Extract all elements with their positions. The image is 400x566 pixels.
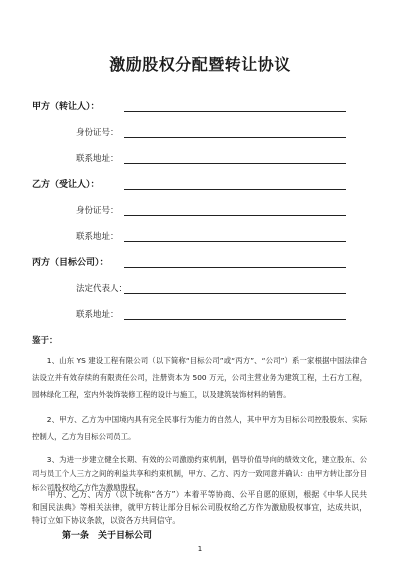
party-b-address-fill-line (124, 241, 346, 242)
document-title: 激励股权分配暨转让协议 (109, 55, 291, 74)
whereas-clause-2: 2、甲方、乙方为中国境内具有完全民事行为能力的自然人，其中甲方为目标公司控股股东、实际控制人，乙方为目标公司员工。 (32, 415, 367, 441)
party-b-label: 乙方（受让人）： (32, 180, 100, 190)
party-c-rep-fill-line (124, 293, 346, 294)
party-c-label: 丙方（目标公司）： (32, 258, 109, 268)
party-a-id-row (0, 126, 400, 140)
party-c-rep-label: 法定代表人： (76, 284, 128, 294)
party-a-id-fill-line (124, 137, 346, 138)
party-c-address-label: 联系地址： (76, 310, 119, 320)
party-a-fill-line (124, 111, 346, 112)
whereas-clause-1: 1、山东 YS 建设工程有限公司（以下简称“目标公司”或“丙方”、“公司”）系一家根据中国法律合法设立并有效存续的有限责任公司，注册资本为 500 万元，公司主营业务为建筑工程，土石方工程，园林绿化工程，室内外装饰装修工程的设计与施工，以及建筑装饰材料的销售。 (32, 356, 367, 399)
party-b-fill-line (124, 189, 346, 190)
party-c-rep-row (0, 282, 400, 296)
whereas-heading: 鉴于： (32, 336, 58, 346)
whereas-clause-3: 3、为进一步建立健全长期、有效的公司激励约束机制，倡导价值导向的绩效文化，建立股东、公司与员工个人三方之间的利益共享和约束机制，甲方、乙方、丙方一致同意并确认：由甲方转让部分目标公司股权给乙方作为激励股权。 (32, 455, 367, 492)
party-b-row (0, 178, 400, 192)
party-c-address-fill-line (124, 319, 346, 320)
party-b-address-label: 联系地址： (76, 232, 119, 242)
party-a-id-label: 身份证号： (76, 128, 119, 138)
party-c-address-row (0, 308, 400, 322)
party-c-fill-line (124, 267, 346, 268)
party-b-id-label: 身份证号： (76, 206, 119, 216)
party-a-row (0, 100, 400, 114)
party-a-address-label: 联系地址： (76, 154, 119, 164)
party-b-address-row (0, 230, 400, 244)
party-b-id-row (0, 204, 400, 218)
party-c-row (0, 256, 400, 270)
article-1-heading: 第一条 关于目标公司 (62, 531, 153, 541)
party-a-address-row (0, 152, 400, 166)
party-a-label: 甲方（转让人）： (32, 102, 100, 112)
agreement-paragraph: 甲方、乙方、丙方（以下统称“各方”）本着平等协商、公平自愿的原则，根据《中华人民共和国民法典》等相关法律，就甲方转让部分目标公司股权给乙方作为激励股权事宜，达成共识，特订立如下协议条款，以资各方共同信守。 (32, 490, 367, 525)
page-number: 1 (197, 545, 203, 553)
party-b-id-fill-line (124, 215, 346, 216)
party-a-address-fill-line (124, 163, 346, 164)
